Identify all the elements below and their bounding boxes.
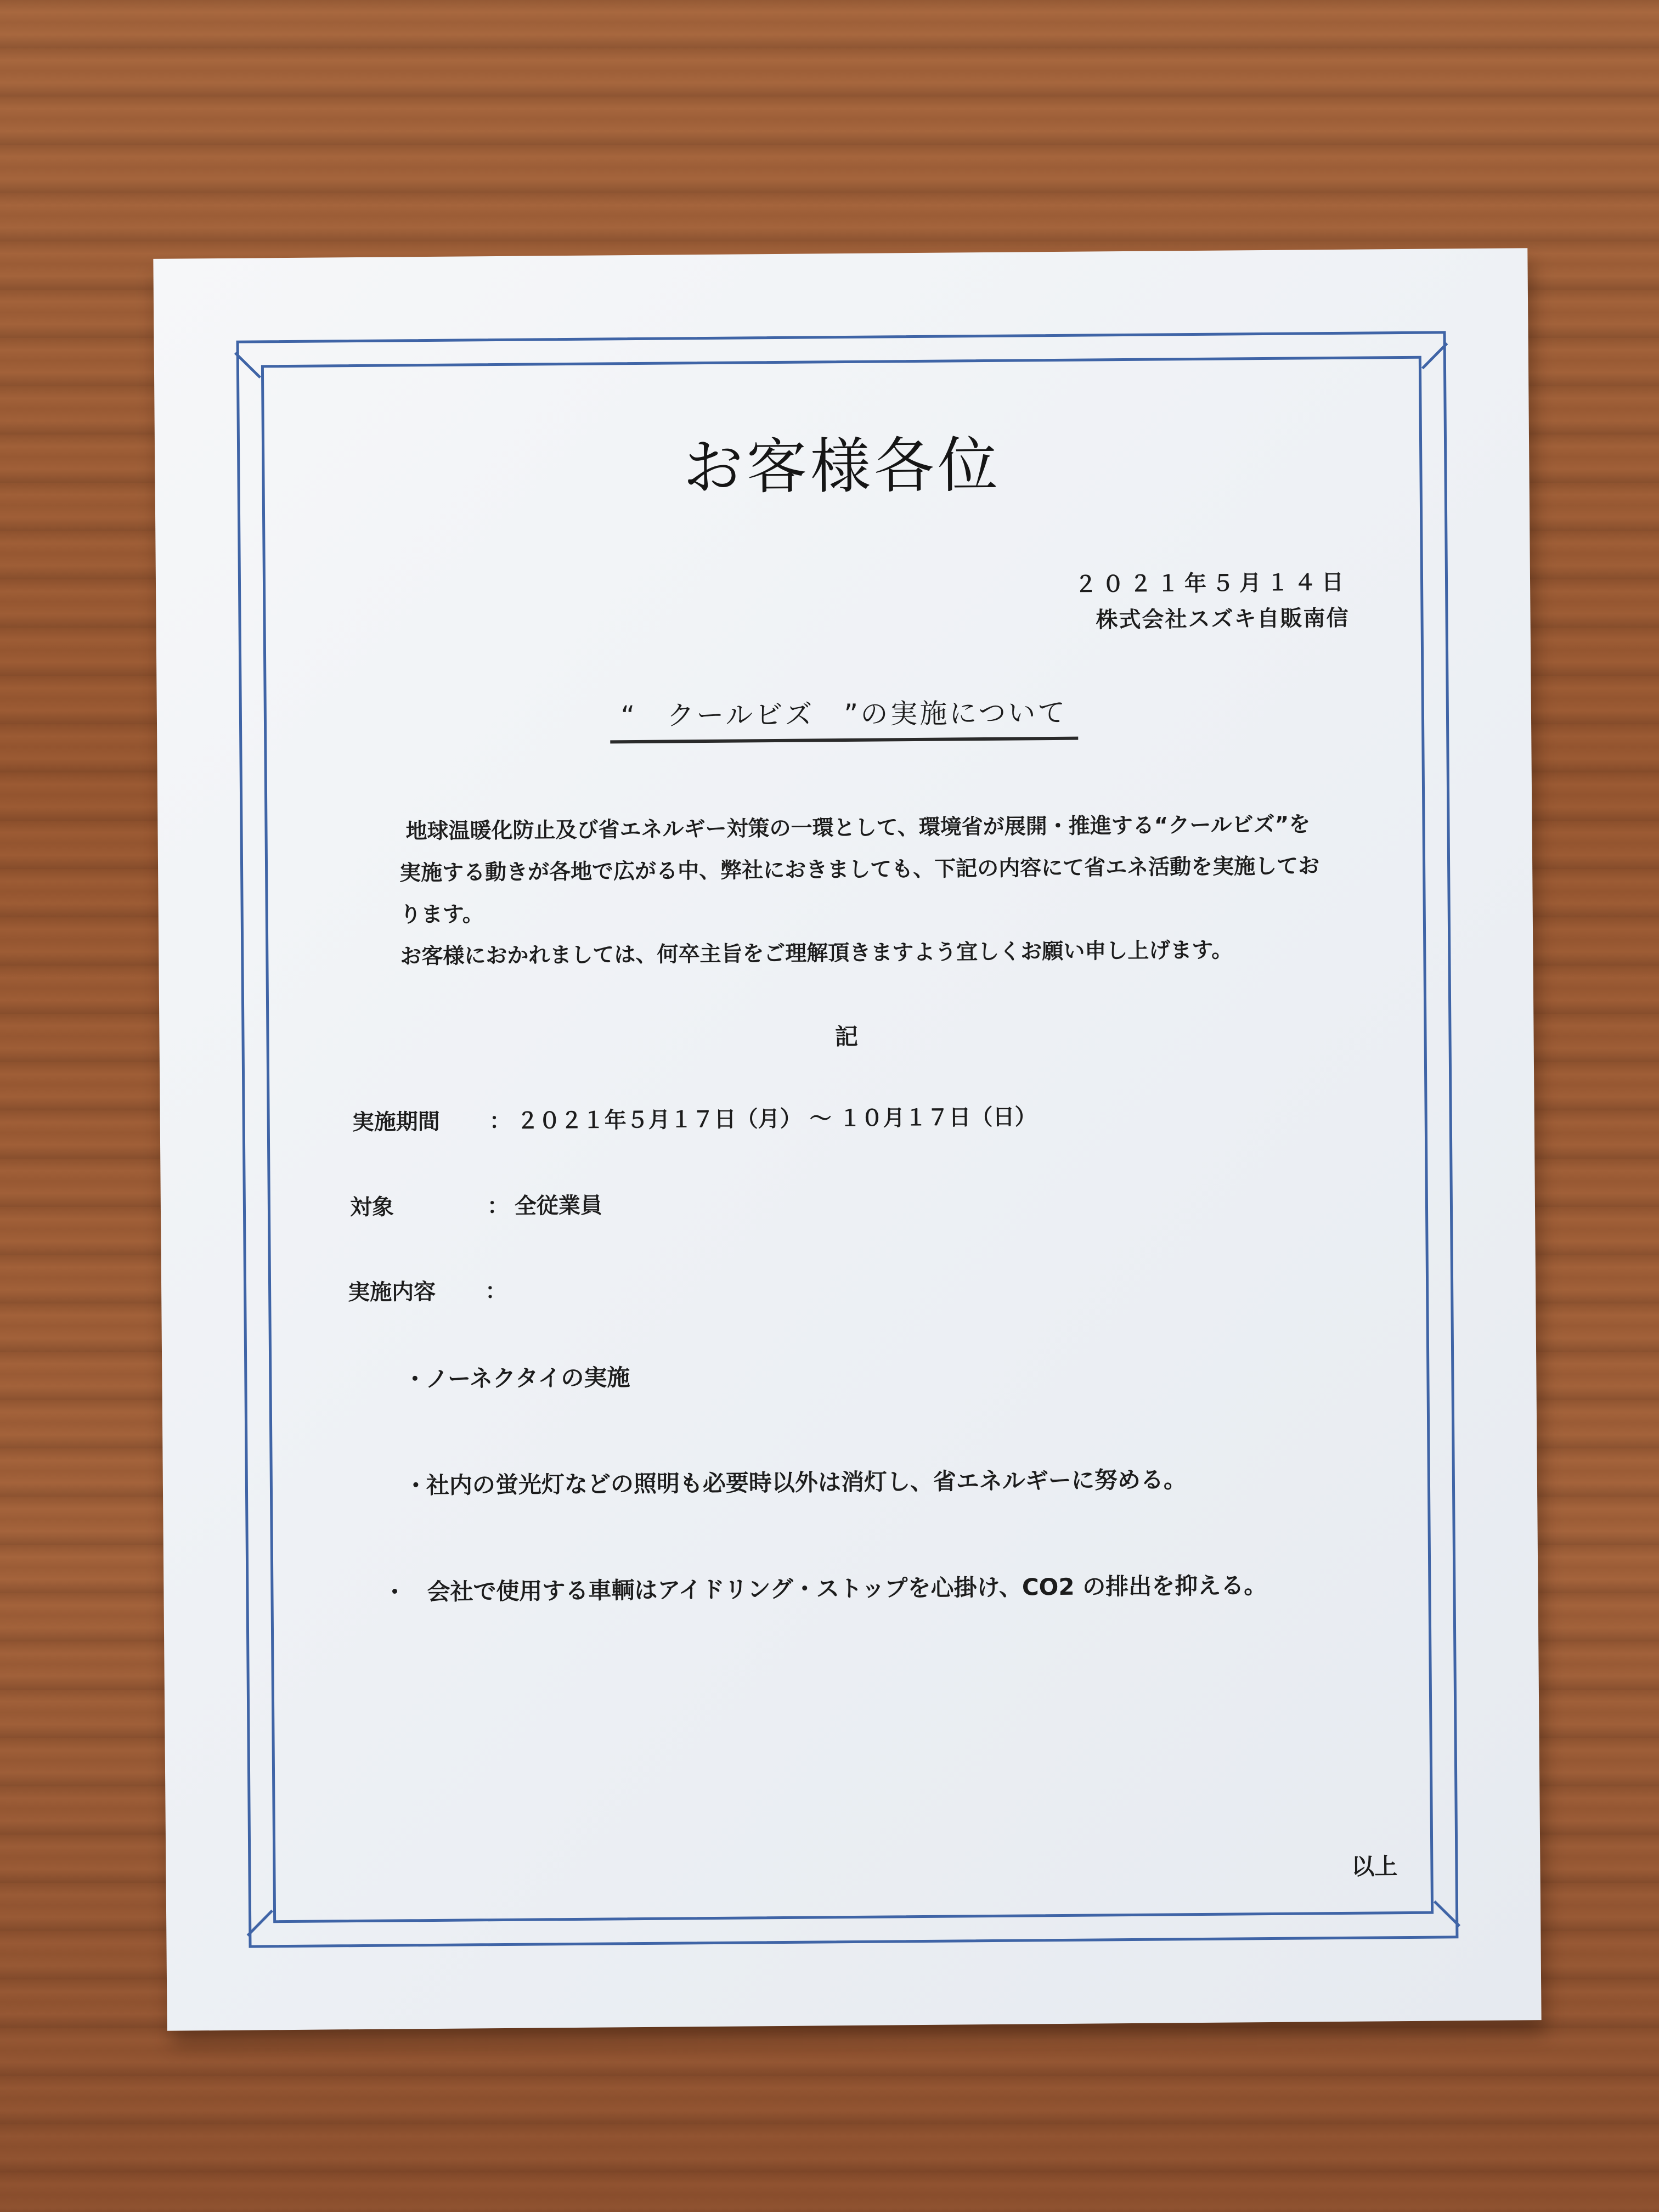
content-separator: ： — [484, 1278, 507, 1305]
content-row — [348, 1274, 512, 1306]
period-separator: ： — [489, 1108, 511, 1135]
period-row — [352, 1099, 1036, 1136]
company-name: 株式会社スズキ自販南信 — [1096, 605, 1350, 633]
target-value: 全従業員 — [514, 1193, 603, 1219]
notice-content — [153, 248, 1541, 2031]
ki-heading: 記 — [834, 1023, 859, 1051]
subject-heading — [157, 687, 1532, 747]
closing-text: 以上 — [1351, 1853, 1398, 1880]
subject-text: “ クールビズ ”の実施について — [610, 691, 1078, 744]
period-label: 実施期間 — [352, 1109, 440, 1136]
list-item — [383, 1562, 1393, 1615]
list-item-text: 会社で使用する車輌はアイドリング・ストップを心掛け、CO2 の排出を抑える。 — [427, 1572, 1267, 1606]
bullet-mark: ・ — [403, 1365, 427, 1393]
intro-text — [399, 804, 1322, 978]
target-separator: ： — [487, 1193, 510, 1220]
measures-list — [383, 1349, 1393, 1676]
intro-paragraph: 地球温暖化防止及び省エネルギー対策の一環として、環境省が展開・推進する“クールビズ”を実施する動きが各地で広がる中、弊社におきましても、下記の内容にて省エネ活動を実施しております。 — [399, 812, 1320, 928]
target-row — [350, 1188, 602, 1222]
notice-paper — [153, 248, 1541, 2031]
bullet-mark: ・ — [404, 1472, 428, 1499]
target-label: 対象 — [349, 1194, 394, 1221]
page-title: お客様各位 — [682, 430, 1002, 503]
bullet-mark: ・ — [383, 1578, 407, 1606]
list-item — [404, 1455, 1392, 1508]
list-item-text: ノーネクタイの実施 — [425, 1364, 630, 1393]
period-value: ２０２１年５月１７日（月） ～ １０月１７日（日） — [516, 1104, 1037, 1134]
list-item-text: 社内の蛍光灯などの照明も必要時以外は消灯し、省エネルギーに努める。 — [426, 1466, 1187, 1499]
list-item — [403, 1349, 1391, 1402]
content-label: 実施内容 — [347, 1279, 436, 1306]
intro-paragraph: お客様におかれましては、何卒主旨をご理解頂きますよう宜しくお願い申し上げます。 — [400, 938, 1233, 969]
notice-date: ２０２１年５月１４日 — [1074, 569, 1350, 597]
